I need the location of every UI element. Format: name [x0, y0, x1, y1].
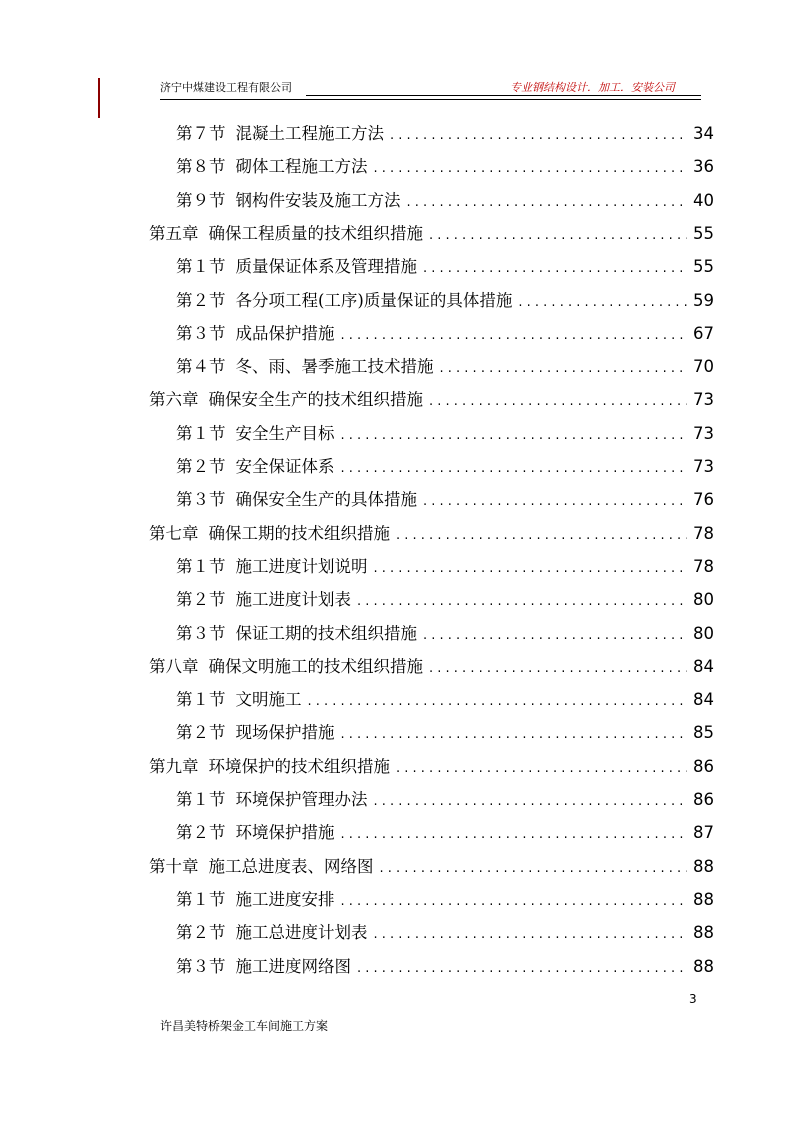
toc-entry-page: 84 [693, 690, 714, 710]
toc-leader-dots [423, 623, 687, 649]
toc-leader-dots [429, 656, 687, 682]
toc-entry-title: 确保工程质量的技术组织措施 [208, 223, 423, 243]
toc-entry-number: 第２节 [176, 590, 226, 610]
toc-entry-section[interactable] [176, 354, 714, 380]
toc-entry-page: 84 [693, 656, 714, 676]
toc-entry-page: 85 [693, 723, 714, 743]
toc-entry-title: 确保文明施工的技术组织措施 [208, 656, 423, 676]
toc-leader-dots [390, 123, 687, 149]
toc-entry-number: 第十章 [149, 856, 199, 876]
toc-entry-section[interactable] [176, 321, 714, 347]
toc-entry-page: 73 [693, 423, 714, 443]
toc-leader-dots [407, 190, 688, 216]
toc-entry-title: 确保安全生产的具体措施 [235, 490, 417, 510]
toc-entry-section[interactable] [176, 554, 714, 580]
toc-entry-chapter[interactable] [149, 221, 714, 247]
toc-entry-number: 第２节 [176, 457, 226, 476]
toc-entry-number: 第３节 [176, 623, 226, 643]
toc-entry-section[interactable] [176, 920, 714, 946]
toc-leader-dots [341, 822, 688, 848]
toc-entry-number: 第七章 [149, 523, 199, 543]
toc-entry-number: 第３节 [176, 956, 226, 976]
toc-entry-page: 78 [693, 556, 714, 576]
toc-entry-page: 78 [693, 523, 714, 543]
toc-entry-number: 第２节 [176, 823, 226, 843]
toc-leader-dots [341, 456, 688, 482]
toc-leader-dots [308, 689, 688, 715]
toc-leader-dots [357, 956, 687, 982]
toc-entry-number: 第３节 [176, 323, 226, 343]
toc-entry-title: 各分项工程(工序)质量保证的具体措施 [235, 290, 513, 310]
toc-entry-page: 73 [693, 390, 714, 410]
toc-entry-chapter[interactable] [149, 854, 714, 880]
toc-entry-page: 36 [693, 157, 714, 177]
toc-leader-dots [429, 389, 687, 415]
toc-entry-section[interactable] [176, 154, 714, 180]
toc-leader-dots [423, 256, 687, 282]
toc-entry-page: 70 [693, 357, 714, 377]
toc-leader-dots [518, 290, 687, 316]
toc-entry-section[interactable] [176, 720, 714, 746]
toc-entry-number: 第１节 [176, 423, 226, 443]
toc-entry-section[interactable] [176, 254, 714, 280]
toc-entry-page: 73 [693, 457, 714, 476]
toc-entry-title: 钢构件安装及施工方法 [235, 190, 401, 210]
toc-entry-number: 第五章 [149, 223, 199, 243]
toc-entry-number: 第４节 [176, 357, 226, 377]
page-header [160, 80, 701, 96]
toc-entry-section[interactable] [176, 787, 714, 813]
toc-leader-dots [341, 722, 688, 748]
header-rule [160, 99, 701, 100]
toc-entry-section[interactable] [176, 621, 714, 647]
toc-leader-dots [396, 756, 687, 782]
toc-entry-number: 第２节 [176, 923, 226, 943]
toc-entry-page: 88 [693, 923, 714, 943]
toc-entry-title: 环境保护管理办法 [235, 790, 368, 809]
toc-entry-page: 55 [693, 223, 714, 243]
toc-entry-title: 现场保护措施 [235, 723, 335, 743]
toc-entry-number: 第１节 [176, 690, 226, 710]
toc-leader-dots [374, 156, 688, 182]
toc-entry-section[interactable] [176, 887, 714, 913]
toc-entry-title: 安全生产目标 [235, 423, 335, 443]
toc-entry-section[interactable] [176, 820, 714, 846]
toc-entry-title: 成品保护措施 [235, 323, 335, 343]
toc-entry-title: 施工总进度计划表 [235, 923, 368, 943]
toc-entry-chapter[interactable] [149, 654, 714, 680]
toc-entry-number: 第八章 [149, 656, 199, 676]
toc-entry-section[interactable] [176, 288, 714, 314]
toc-entry-section[interactable] [176, 954, 714, 980]
toc-entry-page: 88 [693, 956, 714, 976]
toc-leader-dots [374, 922, 688, 948]
toc-leader-dots [374, 556, 688, 582]
toc-leader-dots [341, 323, 688, 349]
toc-entry-page: 40 [693, 190, 714, 210]
toc-entry-number: 第３节 [176, 490, 226, 510]
toc-entry-title: 施工总进度表、网络图 [208, 856, 374, 876]
toc-entry-title: 保证工期的技术组织措施 [235, 623, 417, 643]
toc-entry-title: 施工进度计划表 [235, 590, 351, 610]
toc-entry-page: 86 [693, 756, 714, 776]
toc-entry-number: 第六章 [149, 390, 199, 410]
toc-entry-number: 第１节 [176, 257, 226, 277]
toc-entry-section[interactable] [176, 687, 714, 713]
toc-entry-number: 第１节 [176, 556, 226, 576]
toc-leader-dots [374, 789, 688, 815]
toc-entry-title: 环境保护的技术组织措施 [208, 756, 390, 776]
toc-entry-title: 确保工期的技术组织措施 [208, 523, 390, 543]
toc-entry-section[interactable] [176, 188, 714, 214]
toc-entry-page: 67 [693, 323, 714, 343]
toc-entry-page: 86 [693, 790, 714, 809]
margin-mark [98, 78, 100, 118]
toc-entry-number: 第九章 [149, 756, 199, 776]
toc-entry-chapter[interactable] [149, 387, 714, 413]
toc-entry-title: 施工进度网络图 [235, 956, 351, 976]
toc-entry-number: 第２节 [176, 290, 226, 310]
toc-entry-number: 第９节 [176, 190, 226, 210]
toc-entry-section[interactable] [176, 587, 714, 613]
toc-leader-dots [357, 589, 687, 615]
toc-entry-number: 第１节 [176, 790, 226, 809]
toc-entry-section[interactable] [176, 121, 714, 147]
toc-entry-page: 76 [693, 490, 714, 510]
toc-entry-title: 施工进度计划说明 [235, 556, 368, 576]
footer-project-title: 许昌美特桥架金工车间施工方案 [160, 1019, 329, 1033]
toc-entry-title: 砌体工程施工方法 [235, 157, 368, 177]
header-company: 济宁中煤建设工程有限公司 [160, 81, 292, 94]
toc-entry-section[interactable] [176, 487, 714, 513]
toc-entry-title: 确保安全生产的技术组织措施 [208, 390, 423, 410]
toc-entry-title: 冬、雨、暑季施工技术措施 [235, 357, 434, 377]
toc-entry-page: 87 [693, 823, 714, 843]
toc-entry-chapter[interactable] [149, 754, 714, 780]
toc-leader-dots [380, 856, 688, 882]
toc-entry-number: 第２节 [176, 723, 226, 743]
toc-leader-dots [440, 356, 688, 382]
toc-leader-dots [396, 523, 687, 549]
toc-entry-title: 施工进度安排 [235, 889, 335, 909]
toc-entry-title: 混凝土工程施工方法 [235, 124, 384, 143]
toc-entry-page: 80 [693, 590, 714, 610]
toc-entry-page: 80 [693, 623, 714, 643]
toc-entry-title: 环境保护措施 [235, 823, 335, 843]
toc-entry-section[interactable] [176, 454, 714, 480]
toc-entry-title: 安全保证体系 [235, 457, 335, 476]
toc-entry-title: 质量保证体系及管理措施 [235, 257, 417, 277]
toc-entry-page: 88 [693, 856, 714, 876]
toc-entry-chapter[interactable] [149, 521, 714, 547]
toc-entry-number: 第１节 [176, 889, 226, 909]
toc-leader-dots [341, 889, 688, 915]
page-number: 3 [689, 992, 697, 1006]
toc-entry-page: 59 [693, 290, 714, 310]
toc-leader-dots [423, 489, 687, 515]
toc-entry-title: 文明施工 [235, 690, 302, 710]
toc-entry-number: 第７节 [176, 124, 226, 143]
toc-entry-section[interactable] [176, 421, 714, 447]
toc-entry-page: 88 [693, 889, 714, 909]
toc-entry-page: 55 [693, 257, 714, 277]
header-underline [306, 95, 701, 96]
toc-entry-page: 34 [693, 124, 714, 143]
toc-entry-number: 第８节 [176, 157, 226, 177]
toc-leader-dots [341, 423, 688, 449]
header-slogan: 专业钢结构设计．加工．安装公司 [510, 81, 675, 94]
toc-leader-dots [429, 223, 687, 249]
